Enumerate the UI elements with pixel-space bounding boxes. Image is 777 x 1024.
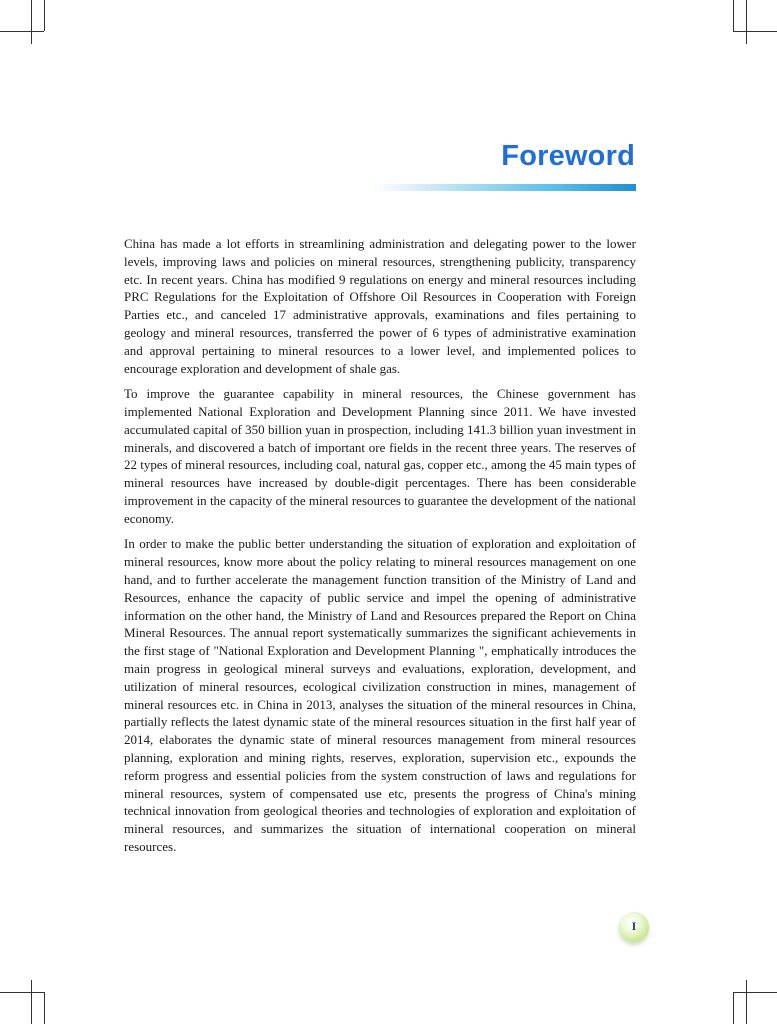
page-title: Foreword [501, 140, 635, 172]
paragraph-2: To improve the guarantee capability in mineral resources, the Chinese government has implemented National Exploration and Development Planning since 2011. We have invested accumulated capital of 350 billion yuan in prospection, including 141.3 billion yuan investment in minerals, and discovered a batch of important ore fields in the recent three years. The reserves of 22 types of mineral resources, including coal, natural gas, copper etc., among the 45 main types of mineral resources have increased by double-digit percentages. There has been considerable improvement in the capacity of the mineral resources to guarantee the development of the national economy. [124, 386, 636, 526]
title-underline-bar [372, 184, 636, 191]
paragraph-1: China has made a lot efforts in streamlining administration and delegating power to the lower levels, improving laws and policies on mineral resources, strengthening publicity, transparency etc. In recent years. China has modified 9 regulations on energy and mineral resources including PRC Regulations for the Exploitation of Offshore Oil Resources in Cooperation with Foreign Parties etc., and canceled 17 administrative approvals, examinations and files pertaining to geology and mineral resources, transferred the power of 6 types of administrative examination and approval pertaining to mineral resources to a lower level, and implemented polices to encourage exploration and development of shale gas. [124, 236, 636, 376]
foreword-body [124, 235, 636, 863]
paragraph-3: In order to make the public better understanding the situation of exploration and exploitation of mineral resources, know more about the policy relating to mineral resources management on one hand, and to further accelerate the management function transition of the Ministry of Land and Resources, enhance the capacity of public service and impel the opening of administrative information on the other hand, the Ministry of Land and Resources prepared the Report on China Mineral Resources. The annual report systematically summarizes the significant achievements in the first stage of "National Exploration and Development Planning ", emphatically introduces the main progress in geological mineral surveys and evaluations, exploration, development, and utilization of mineral resources, ecological civilization construction in mines, management of mineral resources etc. in China in 2013, analyses the situation of the mineral resources in China, partially reflects the latest dynamic state of the mineral resources situation in the first half year of 2014, elaborates the dynamic state of mineral resources management from mineral resources planning, exploration and mining rights, reserves, exploration, supervision etc., expounds the reform progress and essential policies from the system construction of laws and regulations for mineral resources, system of compensated use etc, presents the progress of China's mining technical innovation from geological theories and technologies of exploration and exploitation of mineral resources, and summarizes the situation of international cooperation on mineral resources. [124, 536, 636, 854]
page-number-badge: I [619, 912, 649, 942]
